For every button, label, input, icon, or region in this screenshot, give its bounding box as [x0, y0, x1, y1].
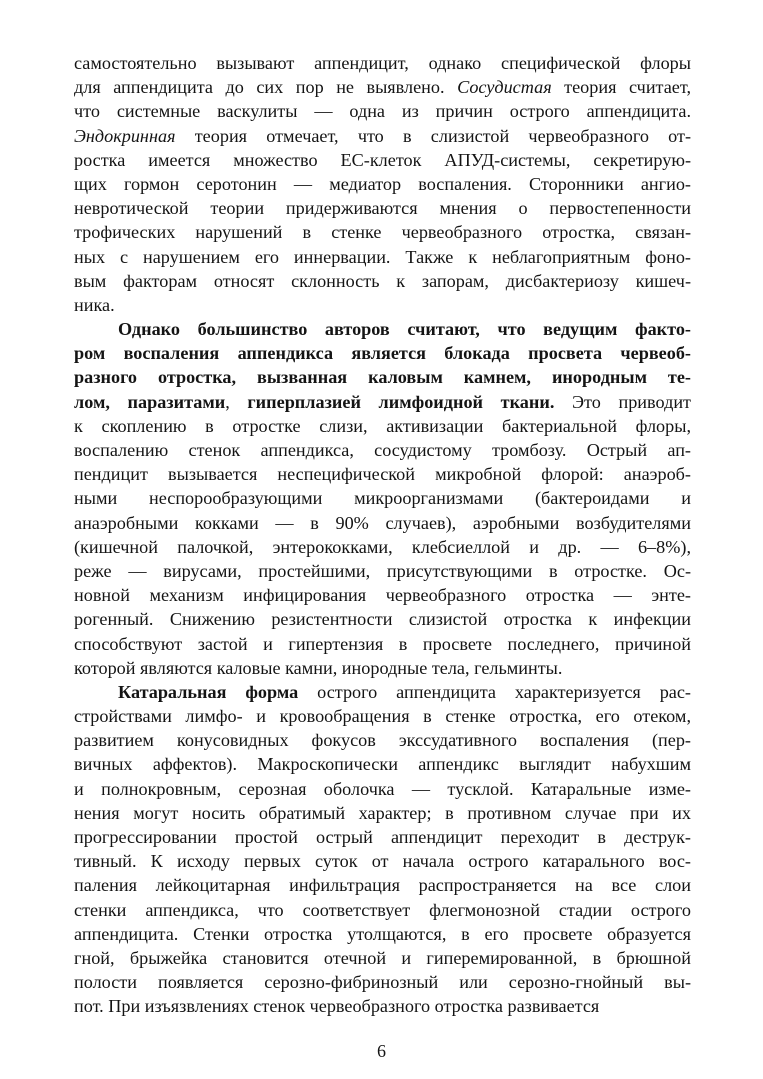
text-line — [74, 994, 691, 1018]
text-line — [74, 898, 691, 922]
text-line — [74, 825, 691, 849]
text-line — [74, 535, 691, 559]
text-run: вым факторам относят склонность к запорам, дисбактериозу кишеч- — [74, 270, 691, 291]
text-line — [74, 777, 691, 801]
bold-text: разного отростка, вызванная каловым камнем, инородным те- — [74, 367, 691, 388]
text-run: которой являются каловые камни, инородные тела, гельминты. — [74, 657, 563, 678]
text-run: ных с нарушением его иннервации. Также к неблагоприятным фоно- — [74, 246, 691, 267]
text-run: ными неспорообразующими микроорганизмами (бактероидами и — [74, 488, 691, 509]
text-run: ростка имеется множество ЕС-клеток АПУД-системы, секретирую- — [74, 149, 691, 170]
text-run: (кишечной палочкой, энтерококками, клебсиеллой и др. — 6–8%), — [74, 536, 691, 557]
text-run: ника. — [74, 294, 115, 315]
paragraph — [74, 51, 691, 317]
text-run: способствуют застой и гипертензия в просвете последнего, причиной — [74, 633, 691, 654]
italic-text: Эндокринная — [74, 125, 176, 146]
body-text — [74, 51, 691, 1019]
text-run: паления лейкоцитарная инфильтрация распространяется на все слои — [74, 875, 691, 896]
text-run: щих гормон серотонин — медиатор воспаления. Сторонники ангио- — [74, 173, 691, 194]
text-run: трофических нарушений в стенке червеобразного отростка, связан- — [74, 222, 691, 243]
bold-text: гиперплазией лимфоидной ткани. — [247, 391, 555, 412]
text-run: , — [225, 391, 248, 412]
text-line — [74, 462, 691, 486]
text-line — [74, 341, 691, 365]
text-line — [74, 946, 691, 970]
text-run: что системные васкулиты — одна из причин острого аппендицита. — [74, 101, 691, 122]
text-line — [74, 583, 691, 607]
text-line — [74, 172, 691, 196]
text-line — [74, 75, 691, 99]
text-line — [74, 124, 691, 148]
text-line — [74, 656, 691, 680]
paragraph — [74, 317, 691, 680]
text-line — [74, 245, 691, 269]
text-line — [74, 51, 691, 75]
text-line — [74, 365, 691, 389]
text-run: теория считает, — [551, 77, 692, 98]
text-run: пот. При изъязвлениях стенок червеобразного отростка развивается — [74, 996, 600, 1017]
text-run: рогенный. Снижению резистентности слизистой отростка к инфекции — [74, 609, 691, 630]
italic-text: Сосудистая — [457, 77, 552, 98]
text-run: прогрессировании простой острый аппендицит переходит в деструк- — [74, 827, 691, 847]
text-line — [74, 704, 691, 728]
bold-text: лом, паразитами — [74, 391, 226, 412]
text-run: вичных аффектов). Макроскопически аппендикс выглядит набухшим — [74, 754, 691, 775]
text-run: стенки аппендикса, что соответствует флегмонозной стадии острого — [74, 899, 691, 920]
text-line — [74, 438, 691, 462]
text-run: для аппендицита до сих пор не выявлено. — [74, 77, 458, 98]
text-run: теория отмечает, что в слизистой червеобразного от- — [175, 125, 691, 146]
text-run: стройствами лимфо- и кровообращения в стенке отростка, его отеком, — [74, 706, 691, 727]
text-run: тивный. К исходу первых суток от начала острого катарального вос- — [74, 851, 691, 872]
text-line — [74, 728, 691, 752]
text-line — [74, 196, 691, 220]
text-line — [74, 148, 691, 172]
text-line — [74, 922, 691, 946]
text-line — [74, 752, 691, 776]
text-line — [74, 849, 691, 873]
text-run: острого аппендицита характеризуется рас- — [298, 681, 691, 702]
text-run: гной, брыжейка становится отечной и гиперемированной, в брюшной — [74, 947, 691, 968]
text-line — [74, 801, 691, 825]
text-line — [74, 559, 691, 583]
text-line — [74, 486, 691, 510]
text-line — [74, 220, 691, 244]
text-line — [74, 414, 691, 438]
page-number: 6 — [377, 1041, 386, 1061]
text-run: невротической теории придерживаются мнения о первостепенности — [74, 198, 691, 219]
text-line — [74, 99, 691, 123]
text-line — [74, 269, 691, 293]
text-run: аппендицита. Стенки отростка утолщаются, в его просвете образуется — [74, 923, 691, 944]
text-line — [74, 317, 691, 341]
text-run: воспалению стенок аппендикса, сосудистому тромбозу. Острый ап- — [74, 440, 691, 460]
text-line — [74, 293, 691, 317]
text-run: нения могут носить обратимый характер; в противном случае при их — [74, 802, 691, 823]
text-line — [74, 390, 691, 414]
text-run: Это приводит — [554, 391, 692, 412]
text-run: самостоятельно вызывают аппендицит, однако специфической флоры — [74, 53, 691, 73]
text-line — [74, 511, 691, 535]
paragraph — [74, 680, 691, 1019]
text-run: анаэробными кокками — в 90% случаев), аэробными возбудителями — [74, 512, 691, 533]
text-run: новной механизм инфицирования червеобразного отростка — энте- — [74, 585, 691, 606]
bold-text: Однако большинство авторов считают, что ведущим факто- — [118, 319, 691, 340]
bold-text: ром воспаления аппендикса является блокада просвета червеоб- — [74, 343, 691, 364]
text-run: и полнокровным, серозная оболочка — тусклой. Катаральные изме- — [74, 778, 691, 799]
text-line — [74, 970, 691, 994]
text-line — [74, 680, 691, 704]
text-run: пендицит вызывается неспецифической микробной флорой: анаэроб- — [74, 464, 691, 485]
text-run: реже — вирусами, простейшими, присутствующими в отростке. Ос- — [74, 560, 691, 581]
text-run: полости появляется серозно-фибринозный или серозно-гнойный вы- — [74, 972, 691, 993]
text-line — [74, 607, 691, 631]
text-line — [74, 632, 691, 656]
text-line — [74, 873, 691, 897]
text-run: развитием конусовидных фокусов экссудативного воспаления (пер- — [74, 730, 691, 751]
text-run: к скоплению в отростке слизи, активизации бактериальной флоры, — [74, 415, 691, 436]
bold-text: Катаральная форма — [118, 681, 299, 702]
